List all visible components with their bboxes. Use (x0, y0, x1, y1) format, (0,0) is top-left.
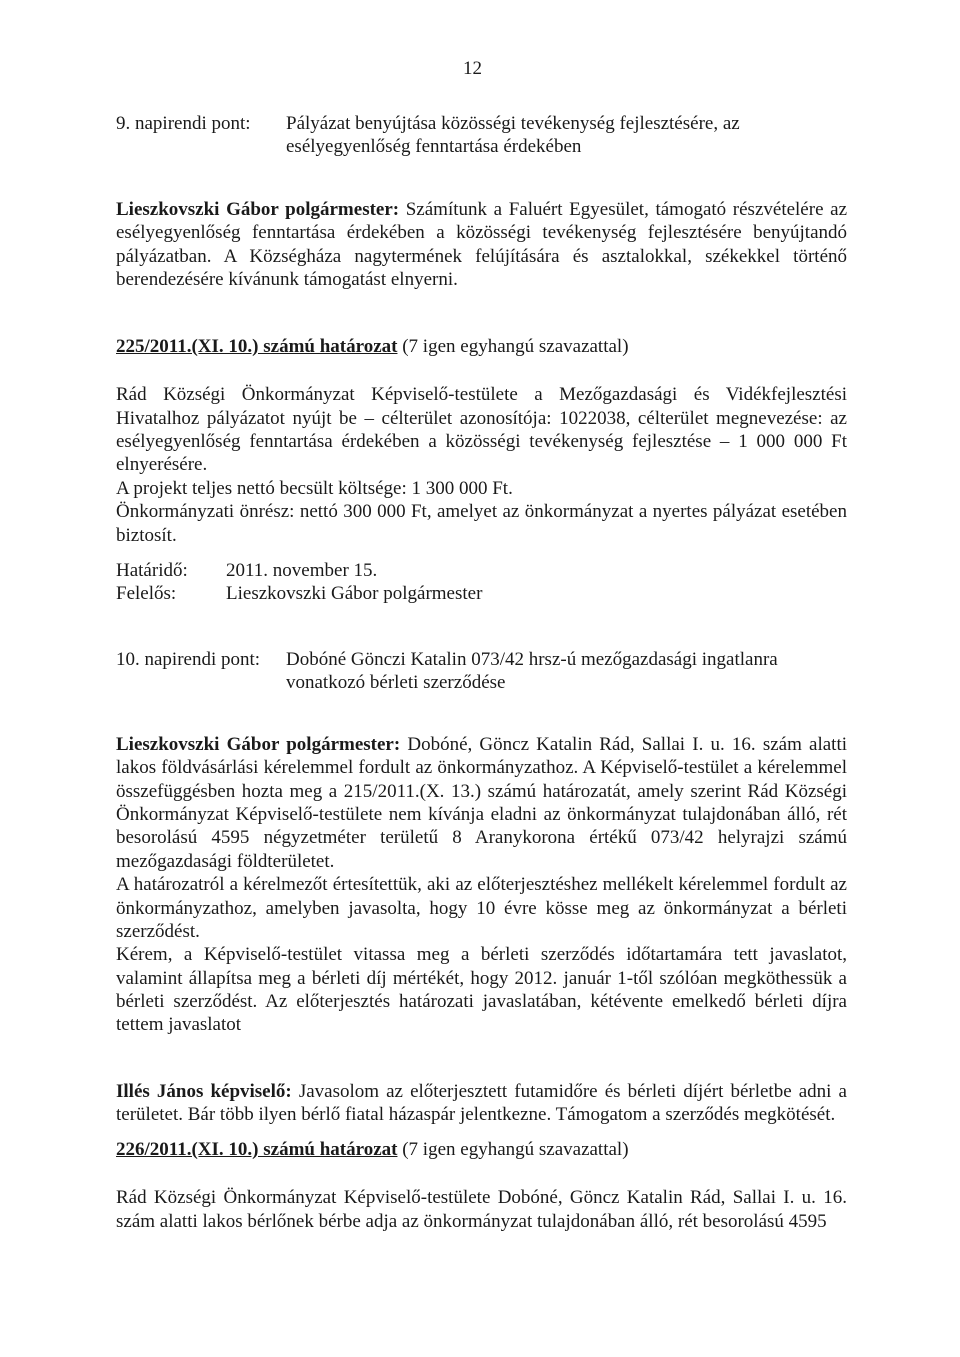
responsible-label: Felelős: (116, 583, 177, 605)
statement-text: Kérem, a Képviselő-testület vitassa meg a bérleti szerződés időtartamára tett javaslatot, valamint állapítsa meg a bérleti díj mértékét, hogy 2012. január 1-től szólóan megköthessük a bérleti szerződést. Az előterjesztés határozati javaslatában, kétévente emelkedő bérleti díjra tettem javaslatot (116, 944, 847, 1036)
resolution-226 (116, 1138, 847, 1233)
statement-text: Dobóné, Göncz Katalin Rád, Sallai I. u. 16. szám alatti lakos földvásárlási kérelemmel fordult az önkormányzathoz. A Képviselő-testület a kérelemmel összefüggésben hozta meg a 215/2011.(X. 13.) számú határozatát, amely szerint Rád Községi Önkormányzat Képviselő-testülete nem kívánja eladni az önkormányzat tulajdonában álló, rét besorolású 4595 négyzetméter területű 8 Aranykorona értékű 073/42 helyrajzi számú mezőgazdasági földterületet. (116, 734, 848, 872)
speaker-name: Illés János képviselő: (116, 1081, 292, 1102)
agenda-item-title: Pályázat benyújtása közösségi tevékenység fejlesztésére, az esélyegyenlőség fenntartása érdekében (286, 113, 740, 158)
deadline-value: 2011. november 15. (226, 560, 378, 581)
agenda-item-label: 9. napirendi pont: (116, 113, 251, 134)
statement-text: Számítunk a Faluért Egyesület, támogató részvételére az esélyegyenlőség fenntartása érdekében a közösségi tevékenység fejlesztésére benyújtandó pályázatban. A Községháza nagytermének felújítására és asztalokkal, székekkel történő berendezésére kívánunk támogatást elnyerni. (116, 199, 848, 291)
resolution-vote: (7 igen egyhangú szavazattal) (397, 1139, 629, 1160)
resolution-body: Rád Községi Önkormányzat Képviselő-testülete Dobóné, Göncz Katalin Rád, Sallai I. u. 16. szám alatti lakos bérlőnek bérbe adja az önkormányzat tulajdonában álló, rét besorolású 4595 (116, 1187, 847, 1232)
agenda-item-label: 10. napirendi pont: (116, 649, 261, 670)
agenda-item-title: Dobóné Gönczi Katalin 073/42 hrsz-ú mezőgazdasági ingatlanra vonatkozó bérleti szerződése (286, 649, 778, 694)
resolution-ref: 225/2011.(XI. 10.) számú határozat (116, 336, 398, 357)
speaker-name: Lieszkovszki Gábor polgármester: (116, 734, 401, 755)
page-number: 12 (463, 58, 482, 79)
deadline-block (116, 559, 482, 606)
agenda-item-10 (116, 648, 848, 695)
resolution-cost: A projekt teljes nettó becsült költsége: 1 300 000 Ft. (116, 477, 513, 499)
statement-text: A határozatról a kérelmezőt értesítettük, aki az előterjesztéshez mellékelt kérelemmel fordult az önkormányzathoz, amelyben javasolta, hogy 10 évre kösse meg az önkormányzat a bérleti szerződést. (116, 874, 847, 942)
resolution-225 (116, 335, 847, 547)
mayor-statement-1 (116, 198, 847, 291)
resolution-body: Rád Községi Önkormányzat Képviselő-testülete a Mezőgazdasági és Vidékfejlesztési Hivatalhoz pályázatot nyújt be – célterület azonosítója: 1022038, célterület megnevezése: az esélyegyenlőség fenntartása érdekében a közösségi tevékenység fejlesztése – 1 000 000 Ft elnyerésére. (116, 384, 847, 476)
responsible-value: Lieszkovszki Gábor polgármester (226, 583, 483, 605)
deadline-label: Határidő: (116, 560, 188, 581)
resolution-vote: (7 igen egyhangú szavazattal) (397, 336, 629, 357)
resolution-ref: 226/2011.(XI. 10.) számú határozat (116, 1139, 398, 1160)
statement-text: Javasolom az előterjesztett futamidőre és bérleti díjért bérletbe adni a területet. Bár több ilyen bérlő fiatal házaspár jelentkezne. Támogatom a szerződés megkötését. (116, 1081, 847, 1126)
mayor-statement-2 (116, 733, 847, 1037)
councillor-statement (116, 1080, 847, 1127)
agenda-item-9 (116, 112, 848, 159)
speaker-name: Lieszkovszki Gábor polgármester: (116, 199, 400, 220)
resolution-own-share: Önkormányzati önrész: nettó 300 000 Ft, amelyet az önkormányzat a nyertes pályázat esetében biztosít. (116, 501, 847, 546)
